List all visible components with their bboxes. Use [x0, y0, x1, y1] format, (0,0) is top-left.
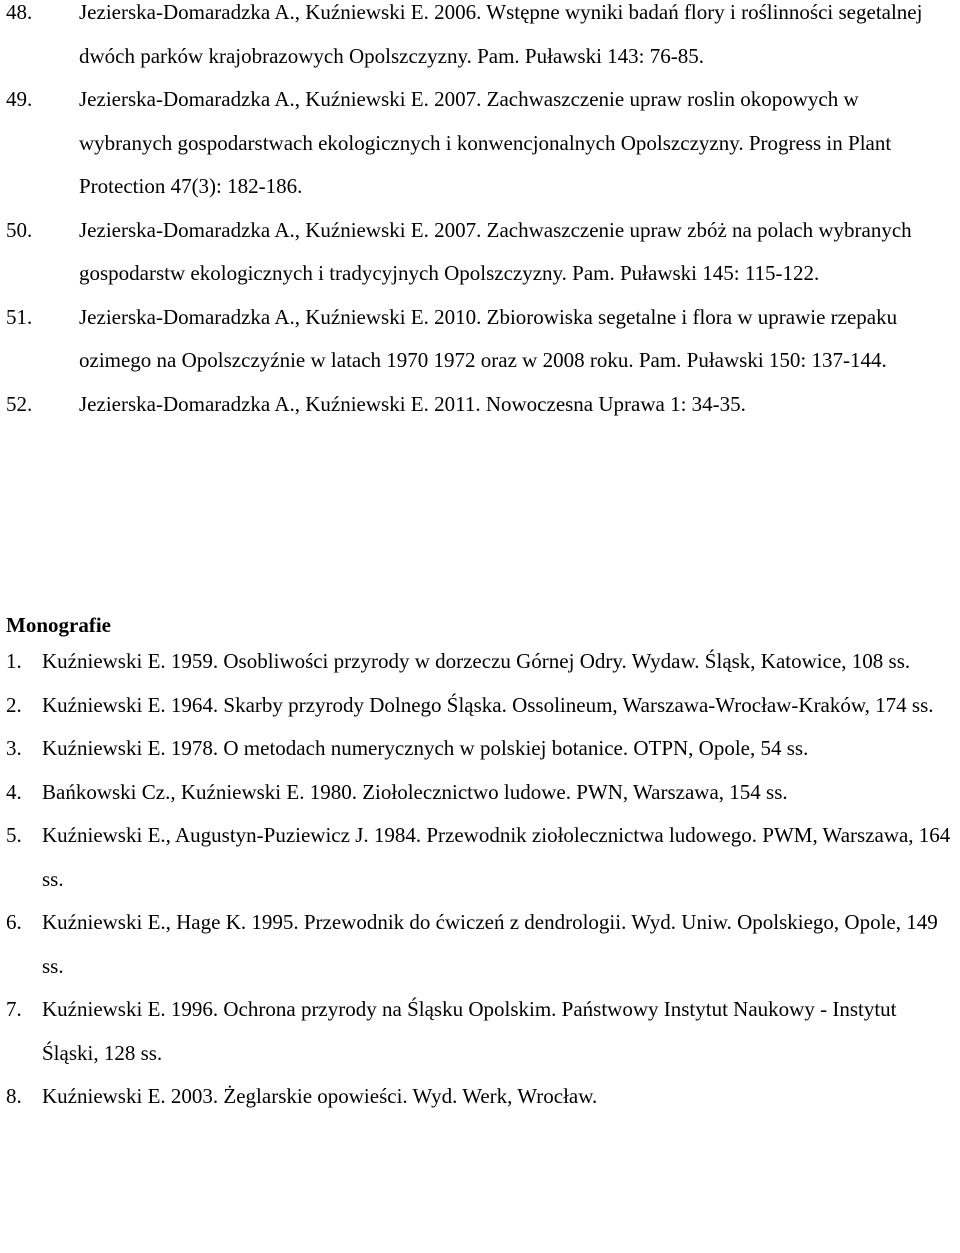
reference-list	[0, 0, 960, 426]
monograph-text: Kuźniewski E., Augustyn-Puziewicz J. 1984. Przewodnik ziołolecznictwa ludowego. PWM, Warszawa, 164 ss.	[42, 823, 951, 891]
monograph-item-6	[0, 901, 960, 988]
monografie-list	[0, 640, 960, 1119]
monograph-text: Bańkowski Cz., Kuźniewski E. 1980. Ziołolecznictwo ludowe. PWN, Warszawa, 154 ss.	[42, 779, 788, 804]
reference-number: 50.	[6, 217, 33, 242]
monograph-number: 8.	[6, 1084, 22, 1108]
reference-item-48	[0, 0, 960, 78]
monograph-text: Kuźniewski E. 1996. Ochrona przyrody na Śląsku Opolskim. Państwowy Instytut Naukowy - Instytut Śląski, 128 ss.	[42, 997, 897, 1065]
monograph-text: Kuźniewski E. 1959. Osobliwości przyrody w dorzeczu Górnej Odry. Wydaw. Śląsk, Katowice, 108 ss.	[42, 649, 911, 673]
monograph-text: Kuźniewski E. 1964. Skarby przyrody Dolnego Śląska. Ossolineum, Warszawa-Wrocław-Kraków, 174 ss.	[42, 692, 934, 717]
reference-text: Jezierska-Domaradzka A., Kuźniewski E. 2006. Wstępne wyniki badań flory i roślinności segetalnej dwóch parków krajobrazowych Opolszczyzny. Pam. Puławski 143: 76-85.	[79, 0, 923, 68]
monograph-number: 2.	[6, 692, 22, 717]
reference-number: 51.	[6, 304, 33, 329]
monograph-item-3	[0, 727, 960, 771]
monograph-number: 5.	[6, 823, 22, 847]
reference-item-51	[0, 296, 960, 383]
reference-item-49	[0, 78, 960, 209]
reference-text: Jezierska-Domaradzka A., Kuźniewski E. 2007. Zachwaszczenie upraw zbóż na polach wybranych gospodarstw ekologicznych i tradycyjnych Opolszczyzny. Pam. Puławski 145: 115-122.	[79, 217, 912, 285]
monograph-item-5	[0, 814, 960, 901]
monograph-number: 1.	[6, 649, 22, 673]
monograph-number: 6.	[6, 910, 22, 934]
section-heading-monografie: Monografie	[6, 613, 111, 637]
reference-text: Jezierska-Domaradzka A., Kuźniewski E. 2011. Nowoczesna Uprawa 1: 34-35.	[79, 391, 746, 416]
monograph-item-4	[0, 771, 960, 815]
monograph-text: Kuźniewski E., Hage K. 1995. Przewodnik do ćwiczeń z dendrologii. Wyd. Uniw. Opolskiego, Opole, 149 ss.	[42, 910, 938, 978]
monograph-item-7	[0, 988, 960, 1075]
monograph-number: 7.	[6, 997, 22, 1021]
monograph-text: Kuźniewski E. 1978. O metodach numerycznych w polskiej botanice. OTPN, Opole, 54 ss.	[42, 736, 809, 760]
reference-text: Jezierska-Domaradzka A., Kuźniewski E. 2007. Zachwaszczenie upraw roslin okopowych w wybranych gospodarstwach ekologicznych i konwencjonalnych Opolszczyzny. Progress in Plant Protection 47(3): 182-186.	[79, 87, 892, 198]
reference-item-50	[0, 209, 960, 296]
monograph-item-8	[0, 1075, 960, 1119]
monograph-item-1	[0, 640, 960, 684]
reference-number: 48.	[6, 0, 33, 24]
monograph-number: 4.	[6, 779, 22, 804]
reference-item-52	[0, 383, 960, 427]
reference-number: 52.	[6, 391, 33, 416]
monograph-text: Kuźniewski E. 2003. Żeglarskie opowieści. Wyd. Werk, Wrocław.	[42, 1084, 598, 1108]
monograph-number: 3.	[6, 736, 22, 760]
reference-text: Jezierska-Domaradzka A., Kuźniewski E. 2010. Zbiorowiska segetalne i flora w uprawie rzepaku ozimego na Opolszczyźnie w latach 1970 1972 oraz w 2008 roku. Pam. Puławski 150: 137-144.	[79, 304, 898, 372]
reference-number: 49.	[6, 87, 33, 111]
monograph-item-2	[0, 684, 960, 728]
